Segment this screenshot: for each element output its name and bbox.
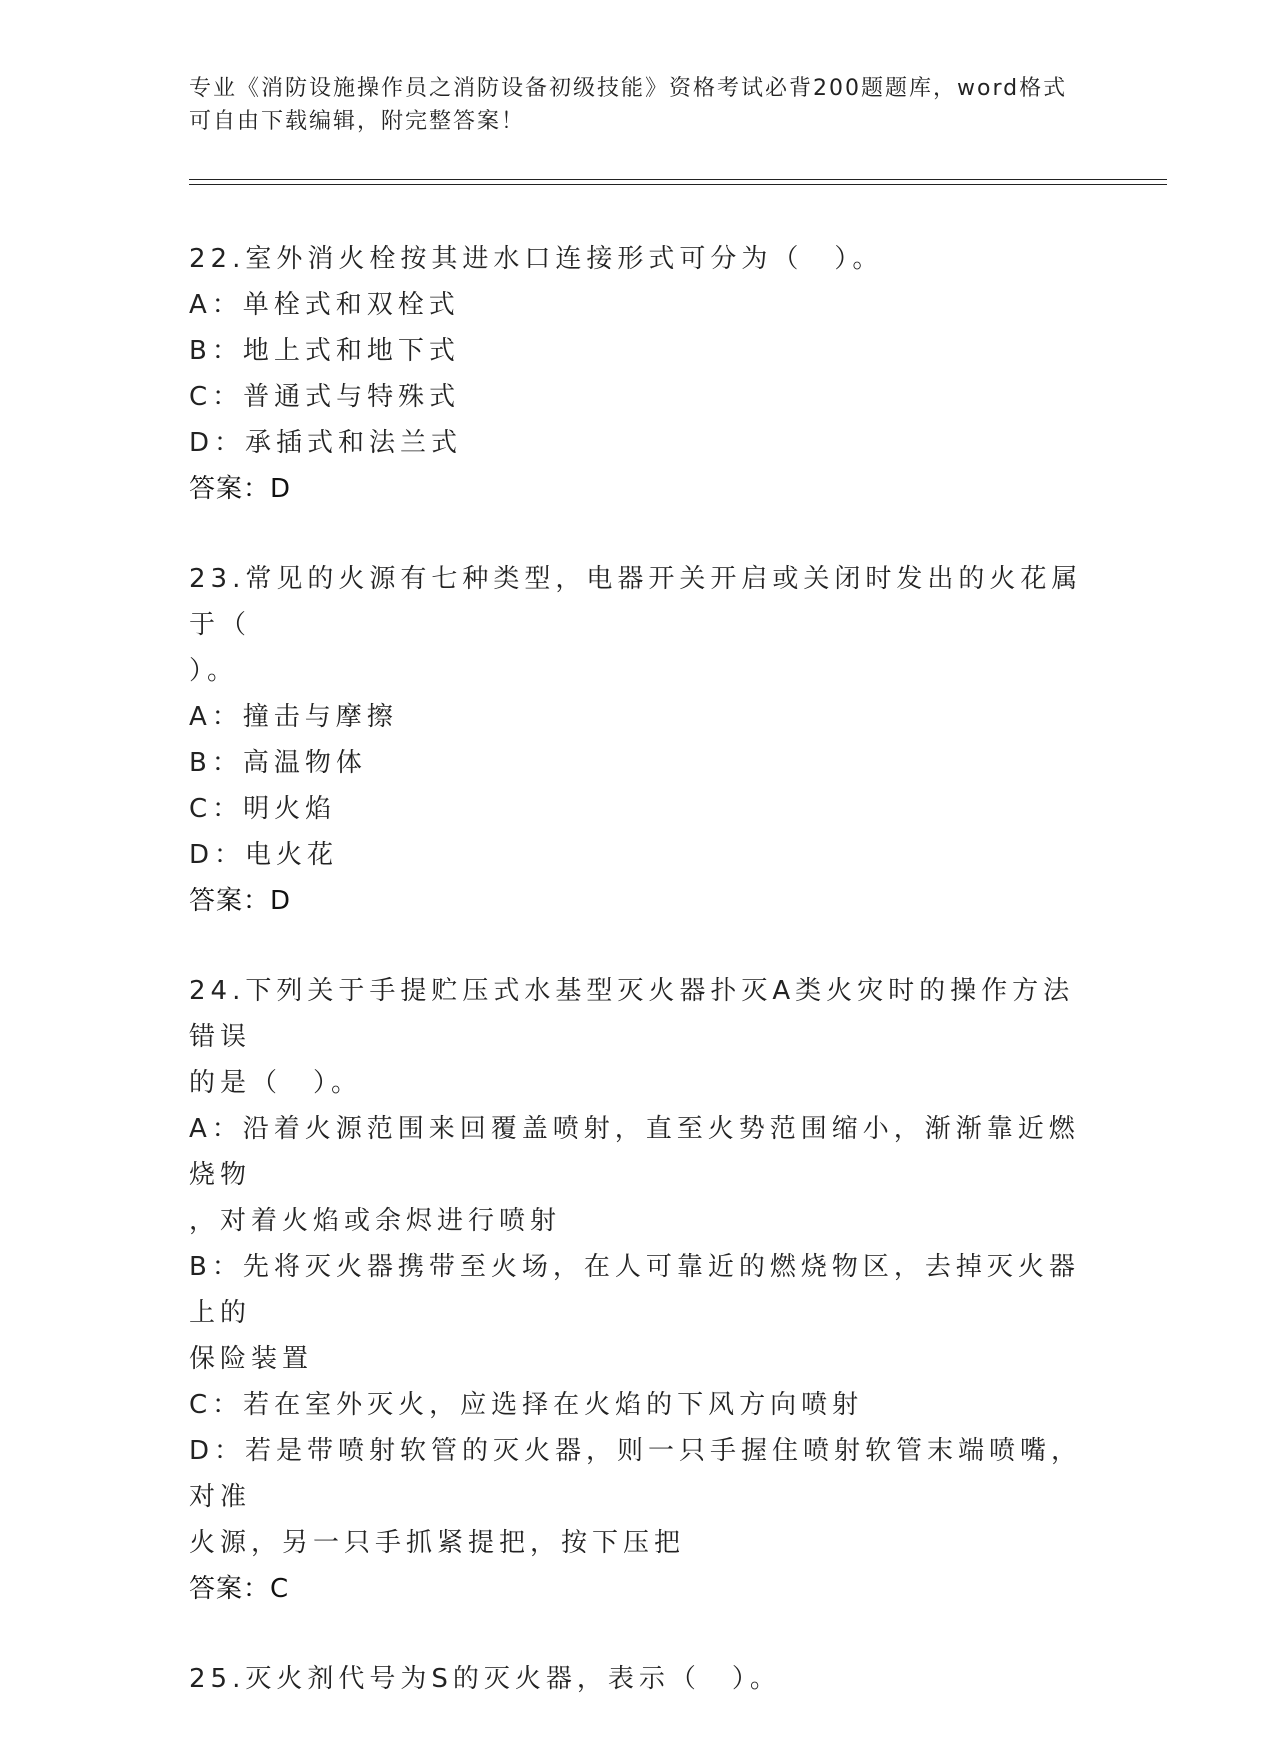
option-a: A：单栓式和双栓式 [189, 290, 460, 320]
option-d-continued: 火源，另一只手抓紧提把，按下压把 [189, 1528, 686, 1558]
option-c: C：普通式与特殊式 [189, 382, 461, 412]
option-d: D：电火花 [189, 840, 339, 870]
question-22 [189, 236, 1089, 512]
question-list [189, 236, 1089, 1746]
option-b-continued: 保险装置 [189, 1344, 314, 1374]
document-header: 专业《消防设施操作员之消防设备初级技能》资格考试必背200题题库，word格式可自由下载编辑，附完整答案！ [189, 76, 1068, 134]
option-c: C：若在室外灭火，应选择在火焰的下风方向喷射 [189, 1390, 864, 1420]
option-b: B：高温物体 [189, 748, 367, 778]
answer-label: 答案：C [189, 1574, 290, 1604]
option-d: D：承插式和法兰式 [189, 428, 463, 458]
answer-label: 答案：D [189, 474, 292, 504]
question-23 [189, 556, 1089, 924]
option-a: A：沿着火源范围来回覆盖喷射，直至火势范围缩小，渐渐靠近燃烧物 [189, 1114, 1080, 1190]
option-b: B：地上式和地下式 [189, 336, 460, 366]
question-stem-continued: ）。 [189, 656, 239, 686]
header-divider-bottom [189, 184, 1167, 185]
option-a: A：撞击与摩擦 [189, 702, 398, 732]
option-c: C：明火焰 [189, 794, 337, 824]
question-stem: 23.常见的火源有七种类型，电器开关开启或关闭时发出的火花属于（ [189, 564, 1083, 640]
option-a-continued: ，对着火焰或余烬进行喷射 [189, 1206, 562, 1236]
question-stem-continued: 的是（ ）。 [189, 1068, 363, 1098]
question-stem: 24.下列关于手提贮压式水基型灭火器扑灭A类火灾时的操作方法错误 [189, 976, 1075, 1052]
header-divider-top [189, 179, 1167, 180]
option-d: D：若是带喷射软管的灭火器，则一只手握住喷射软管末端喷嘴，对准 [189, 1436, 1083, 1512]
question-stem: 22.室外消火栓按其进水口连接形式可分为（ ）。 [189, 244, 884, 274]
question-24 [189, 968, 1089, 1612]
question-25 [189, 1656, 1089, 1702]
option-b: B：先将灭火器携带至火场，在人可靠近的燃烧物区，去掉灭火器上的 [189, 1252, 1080, 1328]
question-stem: 25.灭火剂代号为S的灭火器，表示（ ）。 [189, 1664, 781, 1694]
answer-label: 答案：D [189, 886, 292, 916]
